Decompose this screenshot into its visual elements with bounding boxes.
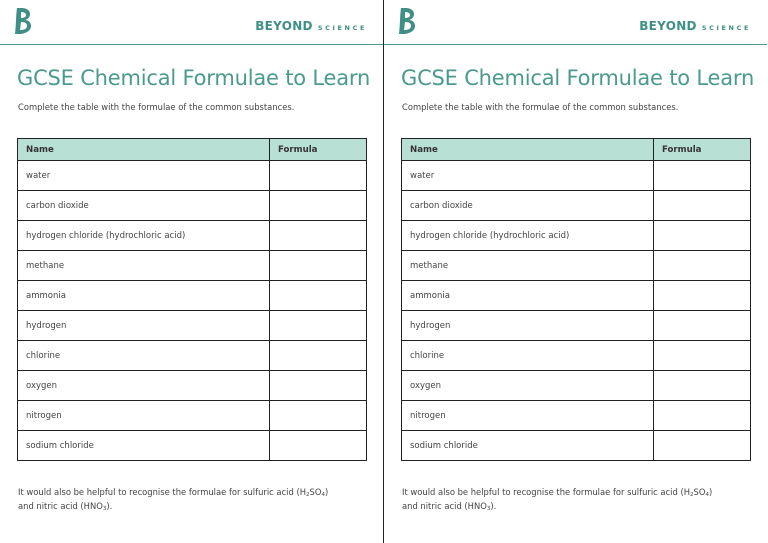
formula-cell[interactable] [654, 431, 751, 461]
formula-cell[interactable] [270, 371, 367, 401]
substance-name: carbon dioxide [18, 191, 270, 221]
footnote-part: SO [693, 487, 706, 497]
table-row [18, 191, 367, 221]
substance-name: nitrogen [402, 401, 654, 431]
table-row [18, 401, 367, 431]
brand-subname: SCIENCE [317, 24, 367, 32]
formula-cell[interactable] [654, 251, 751, 281]
substance-name: oxygen [402, 371, 654, 401]
page-header [384, 0, 767, 45]
table-row [18, 161, 367, 191]
page-header [0, 0, 383, 45]
instructions-text: Complete the table with the formulae of the common substances. [18, 102, 295, 112]
column-header-name: Name [18, 139, 270, 161]
formula-cell[interactable] [654, 371, 751, 401]
formula-cell[interactable] [654, 161, 751, 191]
table-row [402, 251, 751, 281]
worksheet-page-left [0, 0, 383, 543]
formula-cell[interactable] [270, 221, 367, 251]
substance-name: chlorine [18, 341, 270, 371]
substance-name: chlorine [402, 341, 654, 371]
page-title: GCSE Chemical Formulae to Learn [17, 66, 371, 90]
instructions-text: Complete the table with the formulae of the common substances. [402, 102, 679, 112]
formula-cell[interactable] [654, 221, 751, 251]
substance-name: methane [18, 251, 270, 281]
substance-name: sodium chloride [402, 431, 654, 461]
formula-cell[interactable] [270, 401, 367, 431]
table-row [18, 311, 367, 341]
formula-cell[interactable] [654, 191, 751, 221]
formula-cell[interactable] [270, 281, 367, 311]
formula-cell[interactable] [270, 191, 367, 221]
table-row [18, 431, 367, 461]
footnote-part: ) [324, 487, 329, 497]
footnote-part: and nitric acid (HNO [402, 501, 487, 511]
formula-cell[interactable] [654, 281, 751, 311]
table-row [402, 191, 751, 221]
substance-name: ammonia [402, 281, 654, 311]
beyond-logo-icon [397, 6, 419, 36]
brand-wordmark [639, 15, 751, 34]
table-row [402, 311, 751, 341]
column-header-name: Name [402, 139, 654, 161]
substance-name: carbon dioxide [402, 191, 654, 221]
formula-cell[interactable] [270, 311, 367, 341]
substance-name: nitrogen [18, 401, 270, 431]
footnote-text [18, 485, 373, 513]
formula-cell[interactable] [270, 431, 367, 461]
table-row [18, 251, 367, 281]
footnote-text [402, 485, 757, 513]
brand-name: BEYOND [255, 19, 313, 33]
footnote-part: and nitric acid (HNO [18, 501, 103, 511]
table-row [402, 401, 751, 431]
footnote-part: ) [708, 487, 713, 497]
table-header-row [402, 139, 751, 161]
substance-name: sodium chloride [18, 431, 270, 461]
footnote-part: It would also be helpful to recognise the formulae for sulfuric acid (H [402, 487, 691, 497]
substance-name: oxygen [18, 371, 270, 401]
footnote-part: ). [106, 501, 113, 511]
page-title: GCSE Chemical Formulae to Learn [401, 66, 755, 90]
brand-name: BEYOND [639, 19, 697, 33]
formula-table [401, 138, 751, 461]
table-row [402, 431, 751, 461]
substance-name: hydrogen chloride (hydrochloric acid) [402, 221, 654, 251]
beyond-logo-icon [13, 6, 35, 36]
formula-table [17, 138, 367, 461]
table-row [402, 371, 751, 401]
subscript: 3 [486, 506, 491, 512]
column-header-formula: Formula [270, 139, 367, 161]
table-header-row [18, 139, 367, 161]
subscript: 2 [306, 492, 310, 498]
table-row [402, 281, 751, 311]
substance-name: water [402, 161, 654, 191]
substance-name: hydrogen [402, 311, 654, 341]
substance-name: hydrogen chloride (hydrochloric acid) [18, 221, 270, 251]
formula-cell[interactable] [654, 311, 751, 341]
table-row [402, 341, 751, 371]
footnote-part: ). [490, 501, 497, 511]
footnote-part: It would also be helpful to recognise the formulae for sulfuric acid (H [18, 487, 307, 497]
table-row [402, 221, 751, 251]
substance-name: water [18, 161, 270, 191]
formula-cell[interactable] [270, 251, 367, 281]
column-header-formula: Formula [654, 139, 751, 161]
table-row [18, 341, 367, 371]
table-row [18, 281, 367, 311]
brand-subname: SCIENCE [701, 24, 751, 32]
brand-wordmark [255, 15, 367, 34]
substance-name: hydrogen [18, 311, 270, 341]
subscript: 2 [690, 492, 694, 498]
subscript: 4 [705, 492, 709, 498]
formula-cell[interactable] [270, 161, 367, 191]
table-row [402, 161, 751, 191]
formula-cell[interactable] [654, 401, 751, 431]
subscript: 3 [102, 506, 107, 512]
worksheet-page-right [384, 0, 767, 543]
table-row [18, 371, 367, 401]
formula-cell[interactable] [270, 341, 367, 371]
substance-name: methane [402, 251, 654, 281]
substance-name: ammonia [18, 281, 270, 311]
table-row [18, 221, 367, 251]
formula-cell[interactable] [654, 341, 751, 371]
footnote-part: SO [309, 487, 322, 497]
subscript: 4 [321, 492, 325, 498]
